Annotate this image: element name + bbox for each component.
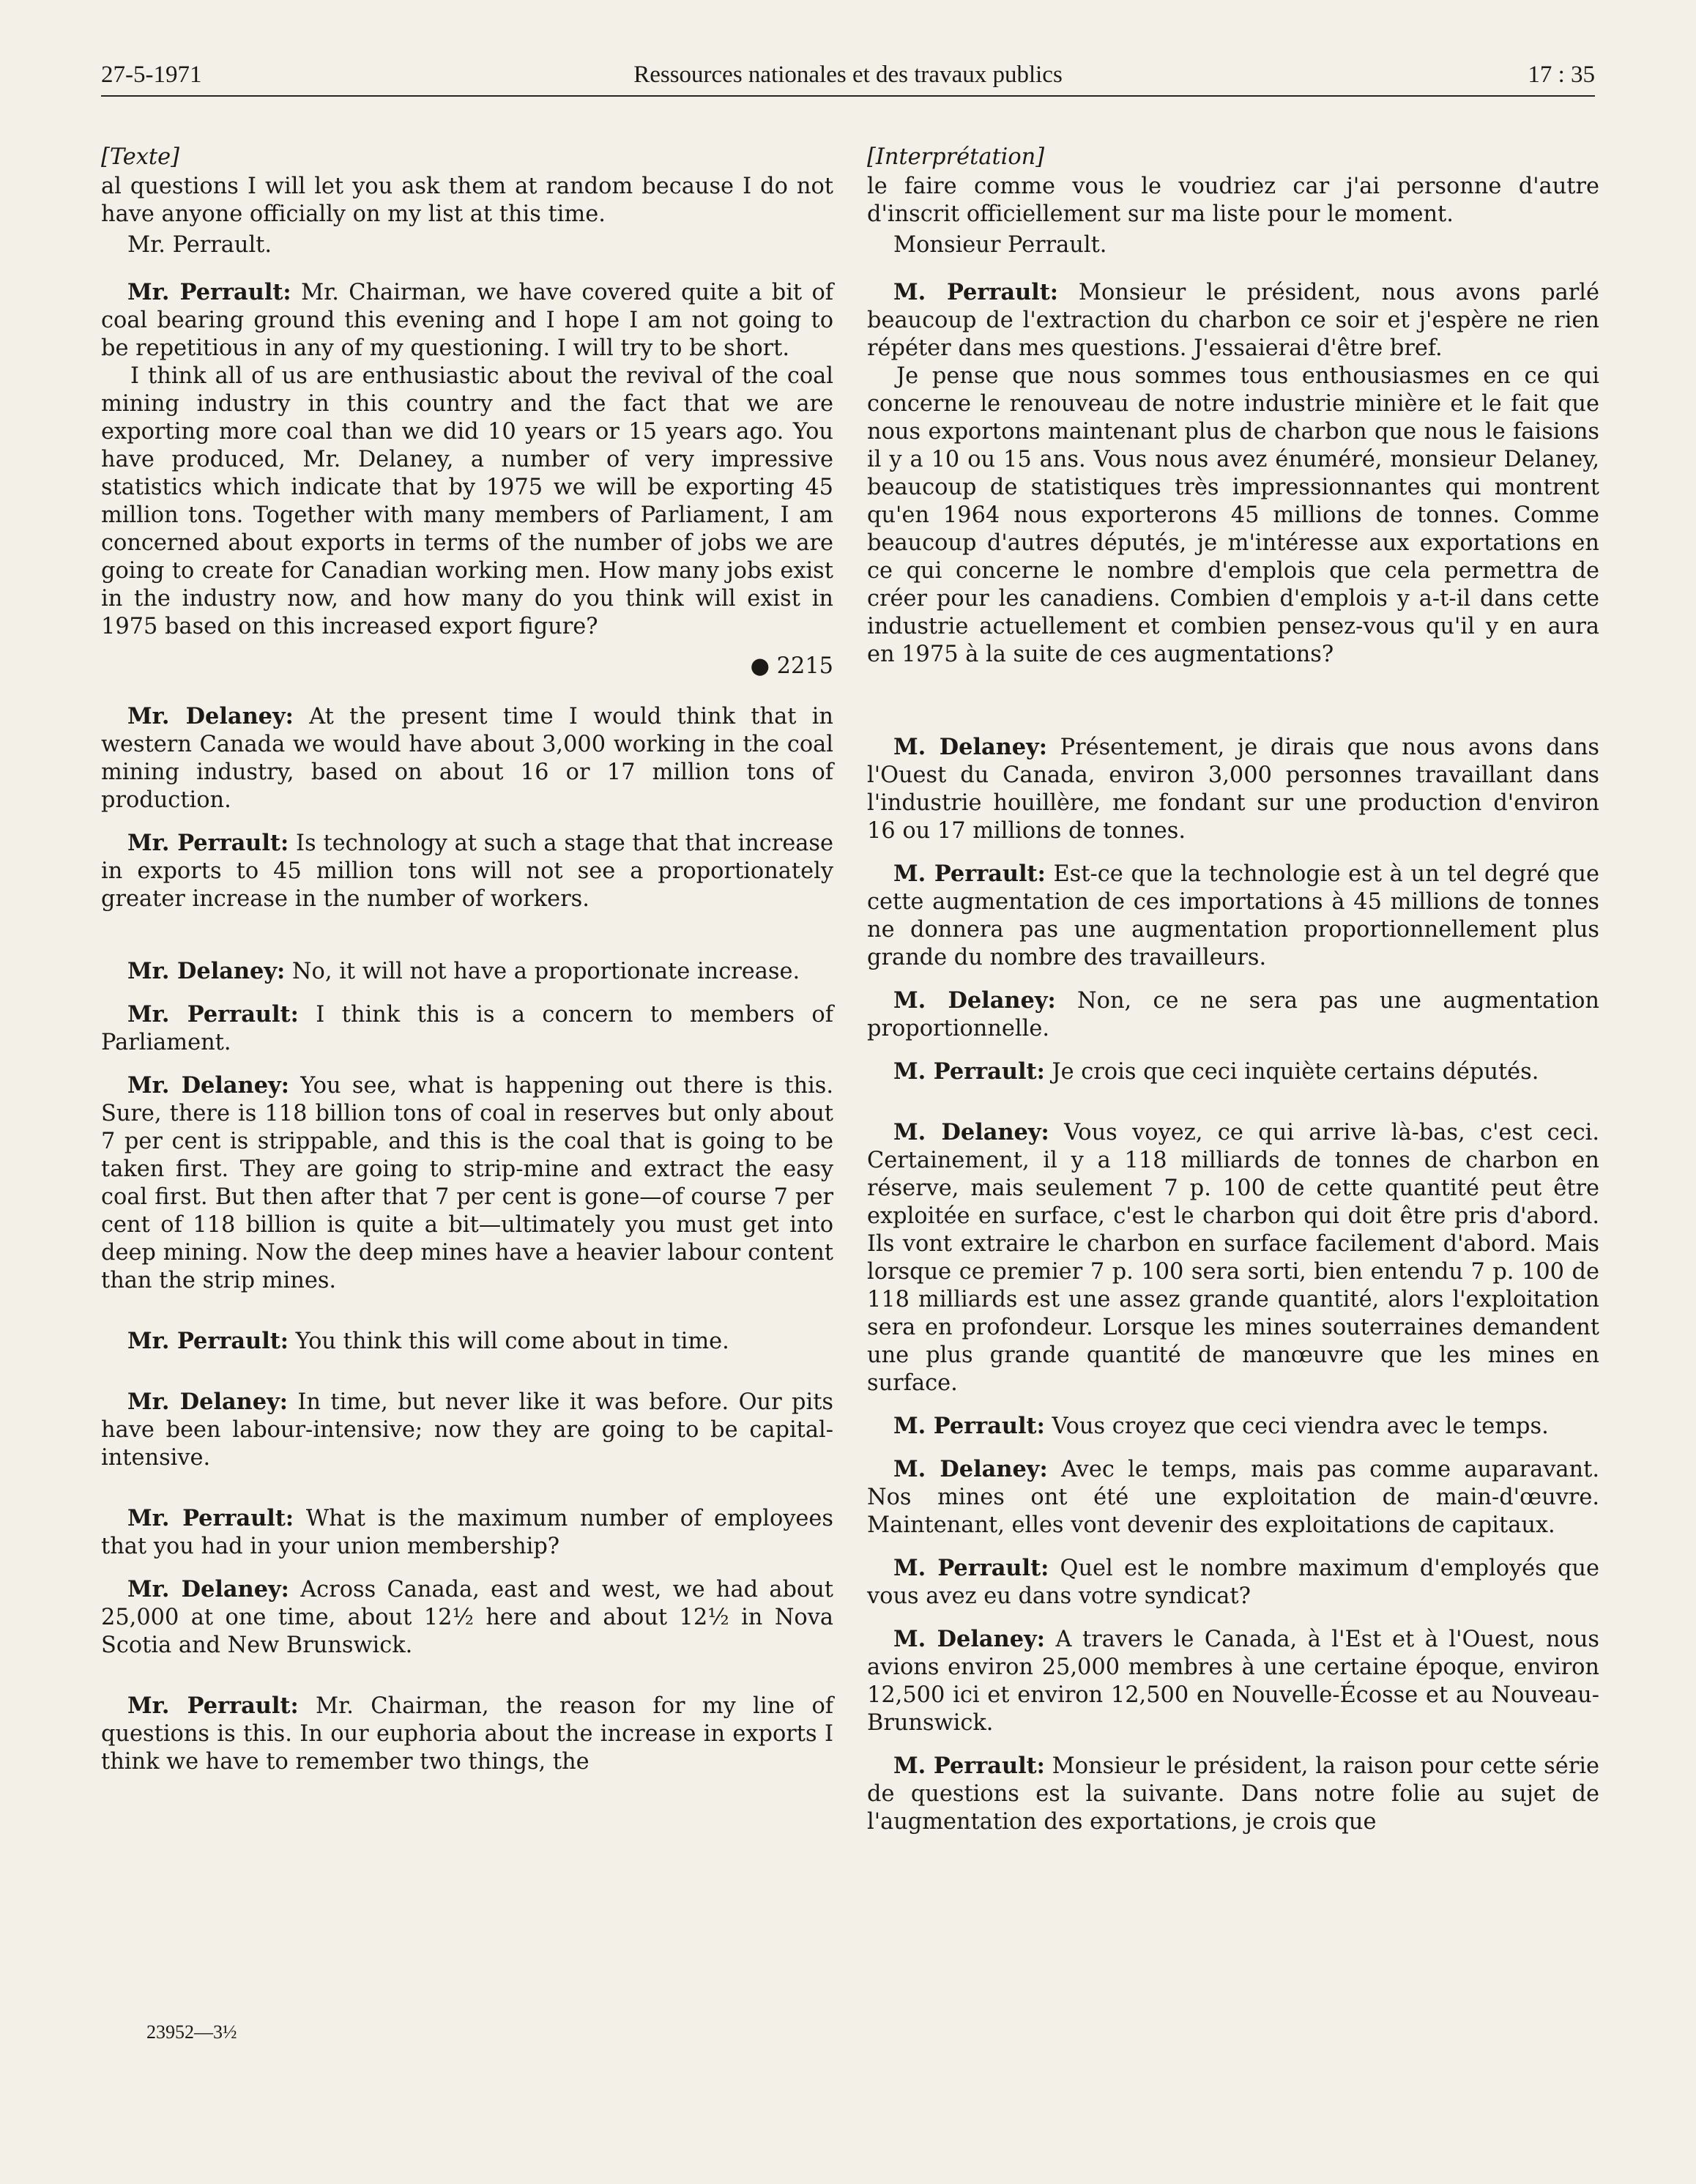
- speech-text: Avec le temps, mais pas comme auparavant. Nos mines ont été une exploitation de main-d'œuvre. Maintenant, elles vont devenir des exploitations de capitaux.: [867, 1457, 1599, 1538]
- speech-paragraph: [101, 278, 833, 363]
- speech-text: Je crois que ceci inquiète certains députés.: [1044, 1059, 1539, 1085]
- speech-text: Mr. Chairman, the reason for my line of questions is this. In our euphoria about the increase in exports I think we have to remember two things, the: [101, 1693, 833, 1775]
- paragraph: le faire comme vous le voudriez car j'ai personne d'autre d'inscrit officiellement sur ma liste pour le moment.: [867, 174, 1599, 227]
- speech-text: Vous voyez, ce qui arrive là-bas, c'est ceci. Certainement, il y a 118 milliards de tonnes de charbon en réserve, mais seulement 7 p. 100 de cette quantité peut être exploitée en surface, c'est le charbon qui doit être pris d'abord. Ils vont extraire le charbon en surface facilement d'abord. Mais lorsque ce premier 7 p. 100 sera sorti, bien entendu 7 p. 100 de 118 milliards est une assez grande quantité, alors l'exploitation sera en profondeur. Lorsque les mines souterraines demandent une plus grande quantité de manœuvre que les mines en surface.: [867, 1120, 1599, 1396]
- section-label-interpretation: [Interprétation]: [867, 144, 1045, 170]
- speech-text: Monsieur le président, nous avons parlé beaucoup de l'extraction du charbon ce soir et j'espère ne rien répéter dans mes questions. J'essaierai d'être bref.: [867, 280, 1599, 361]
- speaker-name: M. Perrault:: [893, 861, 1046, 887]
- speech-text: Non, ce ne sera pas une augmentation proportionnelle.: [867, 988, 1599, 1041]
- english-column: [101, 144, 833, 1791]
- speech-paragraph: [867, 1118, 1599, 1397]
- header-date: 27-5-1971: [101, 62, 202, 88]
- paragraph: Mr. Perrault.: [127, 232, 272, 258]
- speaker-name: M. Delaney:: [893, 1456, 1048, 1482]
- speech-paragraph: [101, 829, 833, 913]
- speech-paragraph: [867, 1058, 1599, 1086]
- header-title: Ressources nationales et des travaux publics: [633, 62, 1063, 88]
- footer-code: 23952—3½: [146, 2021, 237, 2043]
- speech-paragraph: [101, 702, 833, 814]
- speech-paragraph: [101, 1388, 833, 1472]
- speech-text: No, it will not have a proportionate increase.: [285, 959, 800, 984]
- header-rule: [101, 95, 1595, 97]
- speech-paragraph: [101, 1327, 833, 1356]
- speech-text: Vous croyez que ceci viendra avec le temps.: [1044, 1414, 1549, 1439]
- speech-text: At the present time I would think that in western Canada we would have about 3,000 working in the coal mining industry, based on about 16 or 17 million tons of production.: [101, 704, 834, 813]
- speech-paragraph: [867, 1554, 1599, 1611]
- speaker-name: Mr. Perrault:: [127, 1505, 294, 1531]
- speech-text: I think this is a concern to members of Parliament.: [101, 1002, 833, 1055]
- french-column: [867, 144, 1599, 1851]
- speech-text: Across Canada, east and west, we had about 25,000 at one time, about 12½ here and about 12½ in Nova Scotia and New Brunswick.: [101, 1577, 833, 1658]
- speaker-name: Mr. Delaney:: [127, 1576, 289, 1602]
- speech-paragraph: [867, 860, 1599, 972]
- speech-text: What is the maximum number of employees that you had in your union membership?: [101, 1506, 833, 1559]
- speech-paragraph: [101, 1575, 833, 1660]
- speech-paragraph: [867, 1752, 1599, 1836]
- speaker-name: Mr. Perrault:: [127, 830, 289, 856]
- speech-text: In time, but never like it was before. Our pits have been labour-intensive; now they are going to be capital-intensive.: [101, 1389, 833, 1471]
- speech-paragraph: [867, 987, 1599, 1043]
- speaker-name: Mr. Delaney:: [127, 1389, 288, 1415]
- speech-text: A travers le Canada, à l'Est et à l'Ouest, nous avions environ 25,000 membres à une certaine époque, environ 12,500 ici et environ 12,500 en Nouvelle-Écosse et au Nouveau-Brunswick.: [867, 1627, 1599, 1736]
- speech-paragraph: [101, 1071, 833, 1295]
- paragraph: al questions I will let you ask them at random because I do not have anyone officially on my list at this time.: [101, 174, 833, 227]
- speaker-name: M. Perrault:: [893, 279, 1058, 305]
- speech-paragraph: [867, 278, 1599, 363]
- paragraph: Monsieur Perrault.: [893, 232, 1107, 258]
- paragraph: Je pense que nous sommes tous enthousiasmes en ce qui concerne le renouveau de notre industrie minière et le fait que nous exportons maintenant plus de charbon que nous le faisions il y a 10 ou 15 ans. Vous nous avez énuméré, monsieur Delaney, beaucoup de statistiques très impressionnantes qui montrent qu'en 1964 nous exporterons 45 millions de tonnes. Comme beaucoup d'autres députés, je m'intéresse aux exportations en ce qui concerne le nombre d'emplois que cela permettra de créer pour les canadiens. Combien d'emplois y a-t-il dans cette industrie actuellement et combien pensez-vous qu'il y en aura en 1975 à la suite de ces augmentations?: [867, 363, 1599, 667]
- section-label-texte: [Texte]: [101, 144, 179, 170]
- speech-paragraph: [101, 1692, 833, 1776]
- speaker-name: Mr. Delaney:: [127, 1072, 289, 1099]
- speaker-name: M. Perrault:: [893, 1753, 1045, 1779]
- speech-text: Présentement, je dirais que nous avons dans l'Ouest du Canada, environ 3,000 personnes travaillant dans l'industrie houillère, me fondant sur une production d'environ 16 ou 17 millions de tonnes.: [867, 735, 1599, 844]
- speech-paragraph: [101, 1504, 833, 1561]
- speech-text: Quel est le nombre maximum d'employés que vous avez eu dans votre syndicat?: [867, 1556, 1599, 1609]
- speech-paragraph: [867, 1625, 1599, 1737]
- speech-paragraph: [867, 1455, 1599, 1539]
- timestamp: ● 2215: [750, 653, 833, 679]
- speaker-name: Mr. Perrault:: [127, 1328, 289, 1354]
- paragraph: I think all of us are enthusiastic about the revival of the coal mining industry in this country and the fact that we are exporting more coal than we did 10 years or 15 years ago. You have produced, Mr. Delaney, a number of very impressive statistics which indicate that by 1975 we will be exporting 45 million tons. Together with many members of Parliament, I am concerned about exports in terms of the number of jobs we are going to create for Canadian working men. How many jobs exist in the industry now, and how many do you think will exist in 1975 based on this increased export figure?: [101, 363, 833, 639]
- speaker-name: Mr. Delaney:: [127, 703, 294, 729]
- speech-text: You see, what is happening out there is this. Sure, there is 118 billion tons of coal in reserves but only about 7 per cent is strippable, and this is the coal that is going to be taken first. They are going to strip-mine and extract the easy coal first. But then after that 7 per cent is gone—of course 7 per cent of 118 billion is quite a bit—ultimately you must get into deep mining. Now the deep mines have a heavier labour content than the strip mines.: [101, 1073, 833, 1293]
- speech-paragraph: [867, 1412, 1599, 1441]
- speech-paragraph: [867, 733, 1599, 845]
- speaker-name: M. Delaney:: [893, 1626, 1045, 1652]
- speaker-name: M. Delaney:: [893, 734, 1047, 760]
- speech-text: Monsieur le président, la raison pour cette série de questions est la suivante. Dans notre folie au sujet de l'augmentation des exportations, je crois que: [867, 1753, 1599, 1835]
- header-page-number: 17 : 35: [1528, 62, 1595, 88]
- speech-paragraph: [101, 1000, 833, 1057]
- speaker-name: M. Perrault:: [893, 1555, 1049, 1581]
- speaker-name: Mr. Perrault:: [127, 1001, 299, 1028]
- speaker-name: Mr. Perrault:: [127, 279, 291, 305]
- speaker-name: M. Perrault:: [893, 1413, 1045, 1439]
- speech-text: Mr. Chairman, we have covered quite a bit of coal bearing ground this evening and I hope I am not going to be repetitious in any of my questioning. I will try to be short.: [101, 280, 833, 361]
- speaker-name: Mr. Delaney:: [127, 958, 286, 984]
- speech-paragraph: [101, 957, 833, 986]
- speech-text: Is technology at such a stage that that increase in exports to 45 million tons will not see a proportionately greater increase in the number of workers.: [101, 831, 833, 912]
- speaker-name: M. Delaney:: [893, 987, 1056, 1014]
- speech-text: Est-ce que la technologie est à un tel degré que cette augmentation de ces importations à 45 millions de tonnes ne donnera pas une augmentation proportionnellement plus grande du nombre des travailleurs.: [867, 861, 1599, 970]
- speech-text: You think this will come about in time.: [289, 1329, 729, 1354]
- page-header: [101, 62, 1595, 97]
- speaker-name: M. Perrault:: [893, 1058, 1045, 1085]
- speaker-name: M. Delaney:: [893, 1119, 1049, 1145]
- speaker-name: Mr. Perrault:: [127, 1693, 299, 1719]
